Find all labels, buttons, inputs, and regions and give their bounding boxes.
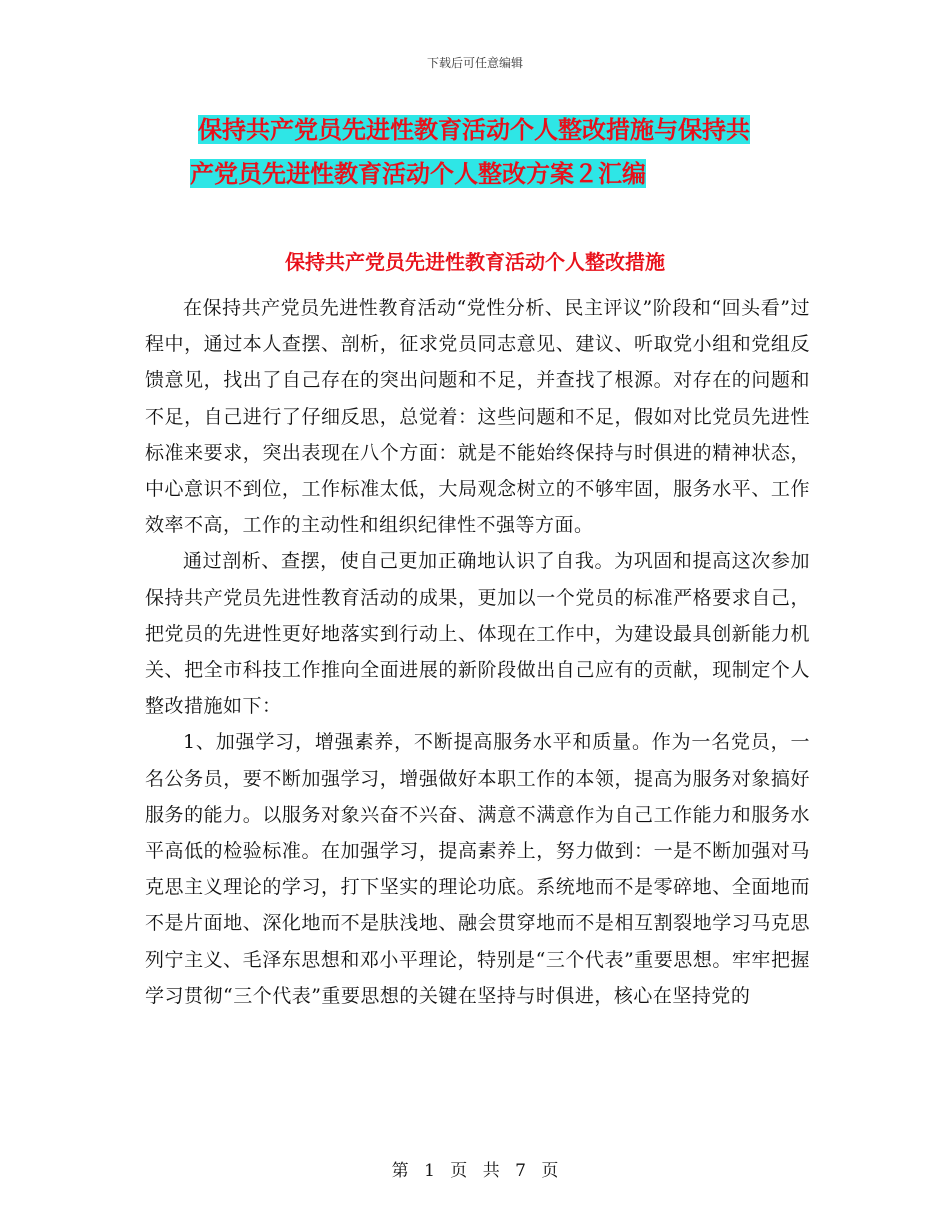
document-body (145, 290, 810, 1014)
page-number-footer: 第 1 页 共 7 页 (391, 1161, 559, 1181)
document-title-line-2: 产党员先进性教育活动个人整改方案２汇编 (190, 159, 646, 188)
document-title-line-1: 保持共产党员先进性教育活动个人整改措施与保持共 (198, 115, 750, 144)
document-title (190, 108, 830, 196)
paragraph-1: 在保持共产党员先进性教育活动“党性分析、民主评议”阶段和“回头看”过程中，通过本人查摆、剖析，征求党员同志意见、建议、听取党小组和党组反馈意见，找出了自己存在的突出问题和不足，并查找了根源。对存在的问题和不足，自己进行了仔细反思，总觉着：这些问题和不足，假如对比党员先进性标准来要求，突出表现在八个方面：就是不能始终保持与时俱进的精神状态，中心意识不到位，工作标准太低，大局观念树立的不够牢固，服务水平、工作效率不高，工作的主动性和组织纪律性不强等方面。 (145, 297, 810, 537)
section-title: 保持共产党员先进性教育活动个人整改措施 (285, 250, 665, 274)
paragraph-2: 通过剖析、查摆，使自己更加正确地认识了自我。为巩固和提高这次参加保持共产党员先进性教育活动的成果，更加以一个党员的标准严格要求自己，把党员的先进性更好地落实到行动上、体现在工作中，为建设最具创新能力机关、把全市科技工作推向全面进展的新阶段做出自己应有的贡献，现制定个人整改措施如下： (145, 550, 810, 718)
page-header-note: 下载后可任意编辑 (426, 56, 523, 70)
paragraph-3: 1、加强学习，增强素养，不断提高服务水平和质量。作为一名党员，一名公务员，要不断加强学习，增强做好本职工作的本领，提高为服务对象搞好服务的能力。以服务对象兴奋不兴奋、满意不满意作为自己工作能力和服务水平高低的检验标准。在加强学习，提高素养上，努力做到：一是不断加强对马克思主义理论的学习，打下坚实的理论功底。系统地而不是零碎地、全面地而不是片面地、深化地而不是肤浅地、融会贯穿地而不是相互割裂地学习马克思列宁主义、毛泽东思想和邓小平理论，特别是“三个代表”重要思想。牢牢把握学习贯彻“三个代表”重要思想的关键在坚持与时俱进，核心在坚持党的 (145, 731, 810, 1007)
